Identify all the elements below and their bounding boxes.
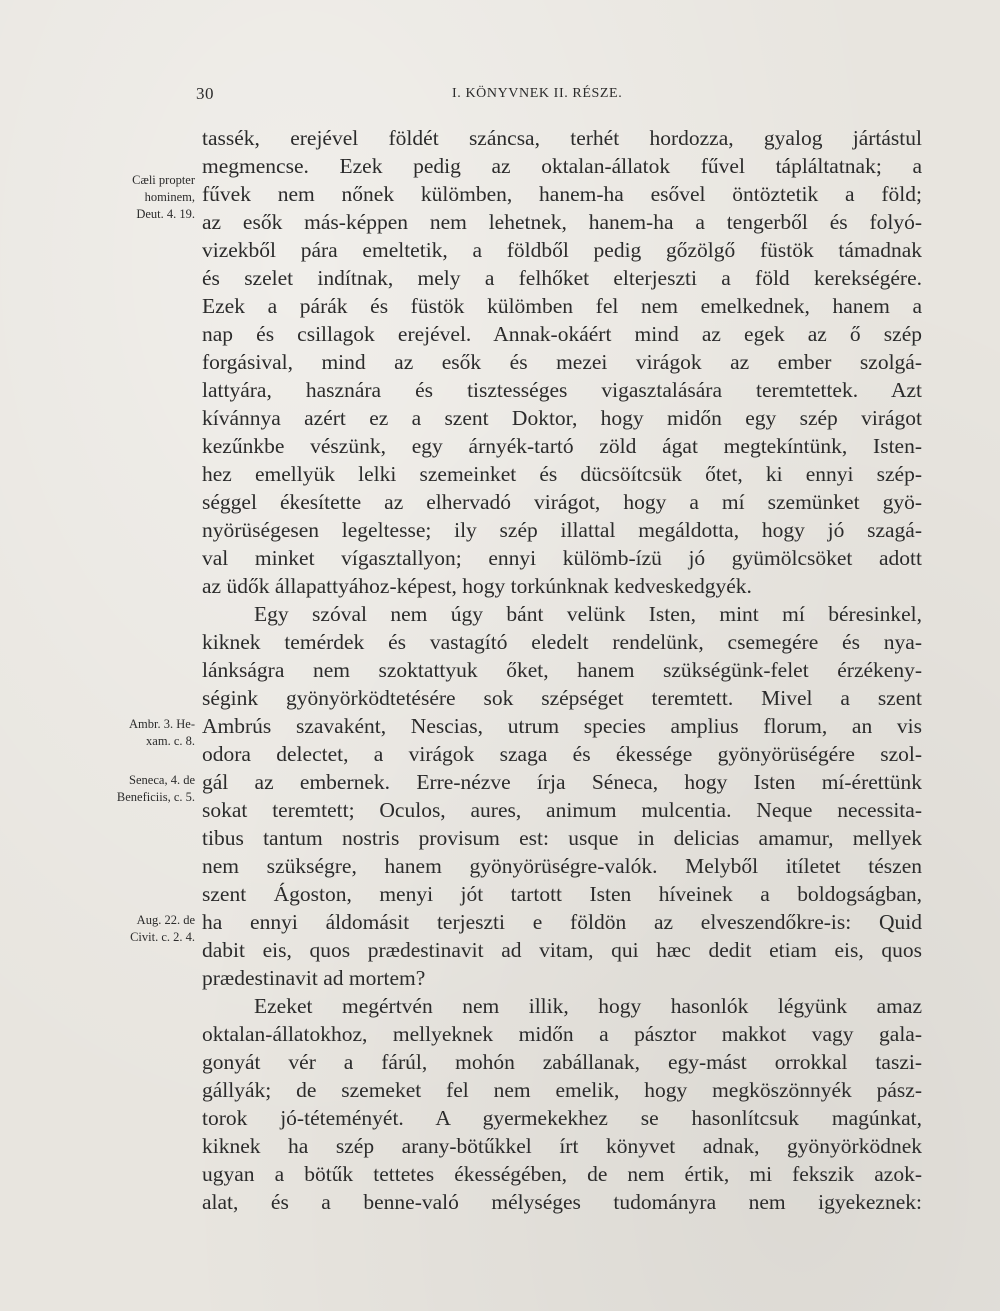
text-line: nap és csillagok erejével. Annak-okáért mind az egek az ő szép	[202, 322, 922, 346]
text-line: odora delectet, a virágok szaga és ékessége gyönyörüségére szol-	[202, 742, 922, 766]
text-line: val minket vígasztallyon; ennyi külömb-ízü jó gyümölcsöket adott	[202, 546, 922, 570]
text-line: nyörüségesen legeltesse; ily szép illattal megáldotta, hogy jó szagá-	[202, 518, 922, 542]
text-line: nem szükségre, hanem gyönyörüségre-valók. Melyből itíletet tészen	[202, 854, 922, 878]
text-line: séggel ékesítette az elhervadó virágot, hogy a mí szemünket gyö-	[202, 490, 922, 514]
margin-note-line: Beneficiis, c. 5.	[116, 790, 195, 804]
page-number: 30	[196, 84, 214, 103]
margin-note-ambr	[80, 716, 195, 750]
text-line: vizekből pára emeltetik, a földből pedig gőzölgő füstök támadnak	[202, 238, 922, 262]
text-line: megmencse. Ezek pedig az oktalan-állatok fűvel tápláltatnak; a	[202, 154, 922, 178]
margin-note-deut	[80, 172, 195, 223]
paragraph-start-line: Egy szóval nem úgy bánt velünk Isten, mint mí béresinkel,	[254, 602, 922, 626]
margin-note-line: Seneca, 4. de	[129, 773, 195, 787]
text-line: ha ennyi áldomásit terjeszti e földön az elveszendőkre-is: Quid	[202, 910, 922, 934]
running-head	[196, 84, 926, 108]
margin-note-line: Ambr. 3. He-	[129, 717, 195, 731]
text-line: kívánnya azért ez a szent Doktor, hogy midőn egy szép virágot	[202, 406, 922, 430]
text-line: tibus tantum nostris provisum est: usque in delicias amamur, mellyek	[202, 826, 922, 850]
text-line: fűvek nem nőnek külömben, hanem-ha esővel öntöztetik a föld;	[202, 182, 922, 206]
margin-note-line: Civit. c. 2. 4.	[130, 930, 195, 944]
margin-note-line: Deut. 4. 19.	[136, 207, 195, 221]
margin-note-line: Aug. 22. de	[136, 913, 195, 927]
text-line: dabit eis, quos prædestinavit ad vitam, qui hæc dedit etiam eis, quos	[202, 938, 922, 962]
text-line: Ezek a párák és füstök külömben fel nem emelkednek, hanem a	[202, 294, 922, 318]
text-line: az üdők állapattyához-képest, hogy torkúnknak kedveskedgyék.	[202, 574, 752, 598]
text-line: gállyák; de szemeket fel nem emelik, hogy megköszönnyék pász-	[202, 1078, 922, 1102]
text-line: forgásival, mind az esők és mezei virágok az ember szolgá-	[202, 350, 922, 374]
margin-note-seneca	[80, 772, 195, 806]
text-line: Ambrús szavaként, Nescias, utrum species amplius florum, an vis	[202, 714, 922, 738]
text-line: szent Ágoston, menyi jót tartott Isten híveinek a boldogságban,	[202, 882, 922, 906]
text-line: ségink gyönyörködtetésére sok szépséget teremtett. Mivel a szent	[202, 686, 922, 710]
text-line: sokat teremtett; Oculos, aures, animum mulcentia. Neque necessita-	[202, 798, 922, 822]
text-line: és szelet indítnak, mely a felhőket elterjeszti a föld kerekségére.	[202, 266, 922, 290]
text-line: prædestinavit ad mortem?	[202, 966, 426, 990]
text-line: ugyan a bötűk tettetes ékességében, de nem értik, mi fekszik azok-	[202, 1162, 922, 1186]
text-line: kezűnkbe vészünk, egy árnyék-tartó zöld ágat megtekíntünk, Isten-	[202, 434, 922, 458]
text-line: alat, és a benne-való mélységes tudományra nem igyekeznek:	[202, 1190, 922, 1214]
text-line: gál az embernek. Erre-nézve írja Séneca, hogy Isten mí-érettünk	[202, 770, 922, 794]
text-line: tassék, erejével földét száncsa, terhét hordozza, gyalog jártástul	[202, 126, 922, 150]
text-line: kiknek ha szép arany-bötűkkel írt könyvet adnak, gyönyörködnek	[202, 1134, 922, 1158]
text-line: torok jó-téteményét. A gyermekekhez se hasonlítcsuk magúnkat,	[202, 1106, 922, 1130]
text-line: lattyára, hasznára és tisztességes vigasztalására teremtettek. Azt	[202, 378, 922, 402]
running-title: I. KÖNYVNEK II. RÉSZE.	[452, 86, 623, 101]
margin-note-line: Cæli propter	[132, 173, 195, 187]
text-line: hez emellyük lelki szemeinket és dücsöítcsük őtet, ki ennyi szép-	[202, 462, 922, 486]
margin-note-aug	[80, 912, 195, 946]
text-line: gonyát vér a fárúl, mohón zabállanak, egy-mást orrokkal taszi-	[202, 1050, 922, 1074]
margin-note-line: xam. c. 8.	[146, 734, 195, 748]
text-line: oktalan-állatokhoz, mellyeknek midőn a pásztor makkot vagy gala-	[202, 1022, 922, 1046]
margin-note-line: hominem,	[144, 190, 195, 204]
text-line: az esők más-képpen nem lehetnek, hanem-ha a tengerből és folyó-	[202, 210, 922, 234]
text-line: lánkságra nem szoktattyuk őket, hanem szükségünk-felet érzékeny-	[202, 658, 922, 682]
paragraph-start-line: Ezeket megértvén nem illik, hogy hasonlók légyünk amaz	[254, 994, 922, 1018]
text-line: kiknek temérdek és vastagító eledelt rendelünk, csemegére és nya-	[202, 630, 922, 654]
